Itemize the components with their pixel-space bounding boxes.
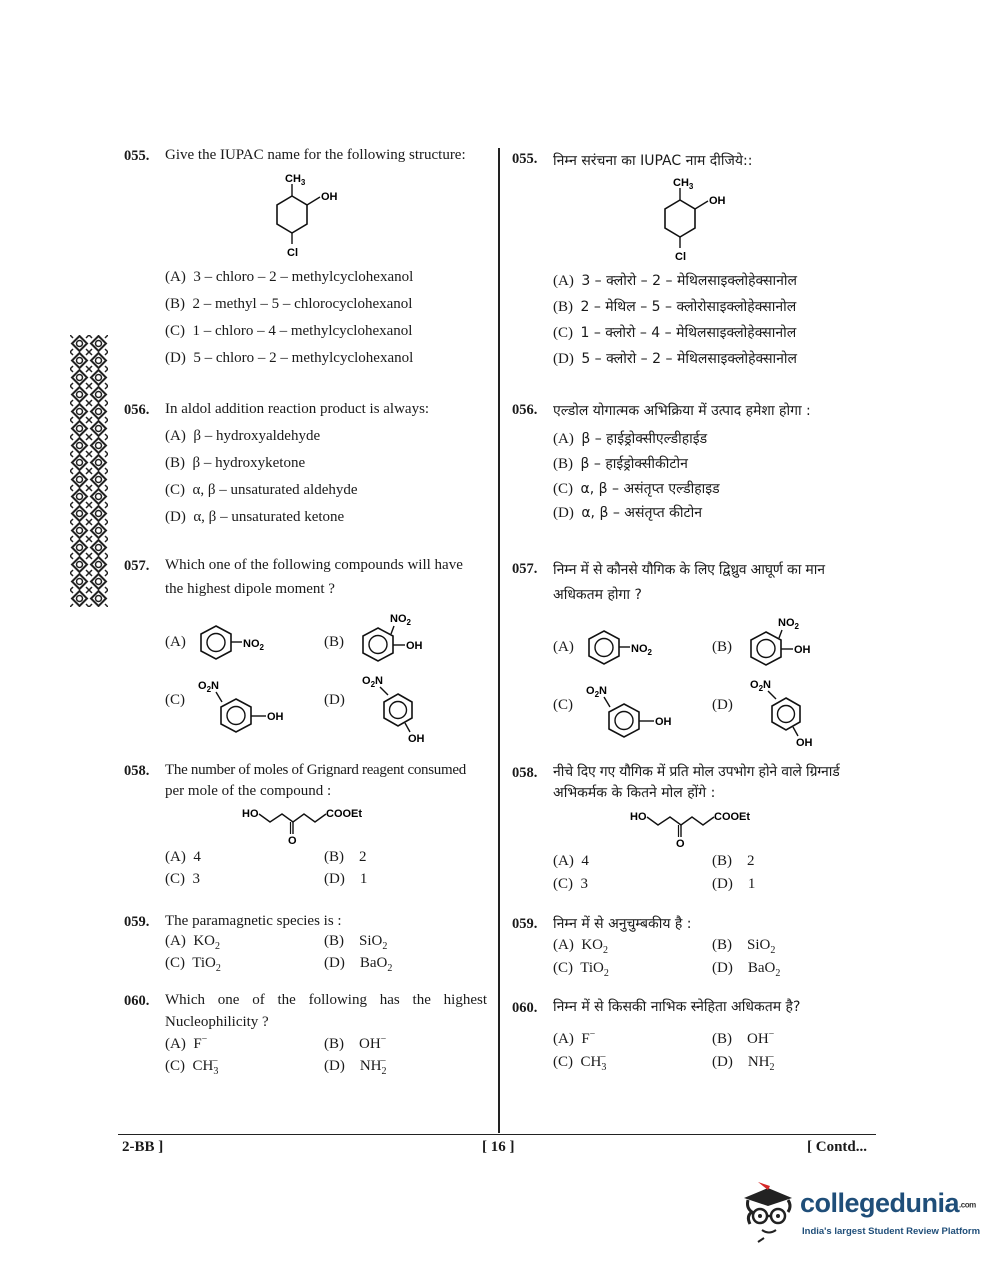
page-number: [ 16 ] xyxy=(482,1139,515,1155)
chem-label: $O_2N$ xyxy=(198,680,219,694)
question-text: निम्न में से अनुचुम्बकीय है : xyxy=(553,916,692,932)
chem-label: OH xyxy=(794,644,811,656)
chem-label: OH xyxy=(267,711,284,723)
logo-wordmark: collegedunia.com xyxy=(800,1188,976,1218)
collegedunia-logo xyxy=(738,1178,981,1248)
option: (B) β – हाईड्रोक्सीकीटोन xyxy=(553,456,688,472)
question-number: 058. xyxy=(512,765,538,781)
question-text: In aldol addition reaction product is always: xyxy=(165,401,430,417)
question-text: अभिकर्मक के कितने मोल होंगे : xyxy=(553,785,716,801)
chem-label: OH xyxy=(406,640,423,652)
footer-rule xyxy=(118,1134,876,1135)
option-label: (C) xyxy=(553,697,573,713)
chem-label: OH xyxy=(709,195,726,207)
structure-cyclohexanol xyxy=(262,170,352,262)
question-text: per mole of the compound : xyxy=(165,783,332,799)
question-text: अधिकतम होगा ? xyxy=(553,587,642,603)
question-text: The number of moles of Grignard reagent consumed xyxy=(165,762,466,778)
option: (B) OH− xyxy=(324,1034,387,1052)
chem-label: $NO_2$ xyxy=(778,617,799,631)
question-text: Give the IUPAC name for the following structure: xyxy=(165,147,466,163)
option: (B) OH− xyxy=(712,1029,775,1047)
option: (D) BaO$_2$ xyxy=(712,960,781,979)
question-text: Nucleophilicity ? xyxy=(165,1014,269,1030)
option: (B) 2 xyxy=(712,853,755,869)
chem-label: $O_2N$ xyxy=(750,679,771,693)
option-label: (A) xyxy=(165,634,186,650)
chem-label: Cl xyxy=(287,247,298,259)
option: (C) 1 – chloro – 4 – methylcyclohexanol xyxy=(165,323,413,339)
option: (B) 2 – methyl – 5 – chlorocyclohexanol xyxy=(165,296,413,312)
chem-label: $O_2N$ xyxy=(362,675,383,689)
option: (D) $NH_2^-$ xyxy=(324,1056,387,1077)
question-number: 055. xyxy=(512,151,538,167)
question-text: The paramagnetic species is : xyxy=(165,913,342,929)
question-text: निम्न में से कौनसे यौगिक के लिए द्विध्रुव आघूर्ण का मान xyxy=(553,562,825,578)
chem-label: COOEt xyxy=(714,811,751,823)
chem-label: O xyxy=(288,835,297,847)
question-number: 056. xyxy=(124,402,150,418)
structure-o-nitrophenol xyxy=(358,610,438,665)
option: (C) $CH_3^-$ xyxy=(553,1052,607,1073)
option: (D) 5 – क्लोरो – 2 – मेथिलसाइक्लोहेक्सानोल xyxy=(553,351,798,367)
question-text: एल्डोल योगात्मक अभिक्रिया में उत्पाद हमेशा होगा : xyxy=(553,403,811,419)
chem-label: $CH_3$ xyxy=(673,177,694,191)
option: (A) β – hydroxyaldehyde xyxy=(165,428,321,444)
question-text: नीचे दिए गए यौगिक में प्रति मोल उपभोग होने वाले ग्रिग्नार्ड xyxy=(553,764,840,780)
question-number: 059. xyxy=(124,914,150,930)
option: (B) 2 xyxy=(324,849,367,865)
chem-label: $NO_2$ xyxy=(390,613,411,627)
option: (A) 3 – chloro – 2 – methylcyclohexanol xyxy=(165,269,414,285)
chem-label: O xyxy=(676,838,685,850)
question-text: Which one of the following has the highest xyxy=(165,992,487,1008)
chem-label: COOEt xyxy=(326,808,363,820)
option: (D) 5 – chloro – 2 – methylcyclohexanol xyxy=(165,350,414,366)
structure-m-nitrophenol xyxy=(196,675,291,737)
structure-nitrobenzene xyxy=(586,627,666,667)
option: (A) $KO_2$ xyxy=(553,937,608,956)
footer-code: 2-BB ] xyxy=(122,1139,164,1155)
structure-o-nitrophenol xyxy=(746,614,826,669)
option-label: (D) xyxy=(712,697,733,713)
question-text: निम्न में से किसकी नाभिक स्नेहिता अधिकतम है? xyxy=(553,999,801,1015)
question-text: the highest dipole moment ? xyxy=(165,581,335,597)
option: (A) 3 – क्लोरो – 2 – मेथिलसाइक्लोहेक्सानोल xyxy=(553,273,798,289)
option: (D) α, β – असंतृप्त कीटोन xyxy=(553,505,703,521)
structure-cyclohexanol xyxy=(650,174,740,266)
structure-p-nitrophenol xyxy=(360,672,435,744)
option-label: (D) xyxy=(324,692,345,708)
option-label: (B) xyxy=(324,634,344,650)
logo-tagline: India's largest Student Review Platform xyxy=(802,1226,981,1237)
mascot-icon xyxy=(738,1178,800,1246)
chem-label: Cl xyxy=(675,251,686,263)
structure-nitrobenzene xyxy=(198,622,278,662)
column-divider xyxy=(498,148,500,1133)
option: (B) SiO$_2$ xyxy=(324,933,388,952)
decorative-border-pattern xyxy=(70,335,108,607)
option: (A) F− xyxy=(165,1034,208,1052)
structure-hydroxy-ketoester xyxy=(240,802,380,847)
option: (A) 4 xyxy=(553,853,589,869)
question-number: 060. xyxy=(124,993,150,1009)
structure-m-nitrophenol xyxy=(584,680,679,742)
option-label: (C) xyxy=(165,692,185,708)
option: (A) $KO_2$ xyxy=(165,933,220,952)
structure-hydroxy-ketoester xyxy=(628,805,768,850)
option-label: (A) xyxy=(553,639,574,655)
option: (B) SiO$_2$ xyxy=(712,937,776,956)
option: (B) 2 – मेथिल – 5 – क्लोरोसाइक्लोहेक्सानोल xyxy=(553,299,797,315)
option: (D) 1 xyxy=(712,876,756,892)
option: (C) TiO$_2$ xyxy=(553,960,609,979)
option: (D) 1 xyxy=(324,871,368,887)
chem-label: OH xyxy=(655,716,672,728)
structure-p-nitrophenol xyxy=(748,676,823,748)
question-number: 058. xyxy=(124,763,150,779)
option: (C) $CH_3^-$ xyxy=(165,1056,219,1077)
option-label: (B) xyxy=(712,639,732,655)
option: (C) α, β – असंतृप्त एल्डीहाइड xyxy=(553,481,720,497)
option: (D) BaO$_2$ xyxy=(324,955,393,974)
option: (A) 4 xyxy=(165,849,201,865)
question-number: 057. xyxy=(124,558,150,574)
chem-label: OH xyxy=(408,733,425,744)
question-number: 059. xyxy=(512,916,538,932)
chem-label: OH xyxy=(321,191,338,203)
chem-label: OH xyxy=(796,737,813,748)
option: (D) α, β – unsaturated ketone xyxy=(165,509,345,525)
question-number: 057. xyxy=(512,561,538,577)
option: (C) 3 xyxy=(165,871,200,887)
chem-label: $NO_2$ xyxy=(631,643,652,657)
chem-label: HO xyxy=(242,808,259,820)
option: (A) β – हाईड्रोक्सीएल्डीहाईड xyxy=(553,431,708,447)
option: (C) 1 – क्लोरो – 4 – मेथिलसाइक्लोहेक्सानोल xyxy=(553,325,797,341)
question-text: निम्न सरंचना का IUPAC नाम दीजिये:: xyxy=(553,153,753,169)
chem-label: $NO_2$ xyxy=(243,638,264,652)
option: (D) $NH_2^-$ xyxy=(712,1052,775,1073)
question-text: Which one of the following compounds will have xyxy=(165,557,463,573)
option: (C) TiO$_2$ xyxy=(165,955,221,974)
chem-label: HO xyxy=(630,811,647,823)
chem-label: $O_2N$ xyxy=(586,685,607,699)
option: (A) F− xyxy=(553,1029,596,1047)
question-number: 055. xyxy=(124,148,150,164)
footer-contd: [ Contd... xyxy=(807,1139,868,1155)
option: (B) β – hydroxyketone xyxy=(165,455,306,471)
option: (C) 3 xyxy=(553,876,588,892)
question-number: 056. xyxy=(512,402,538,418)
option: (C) α, β – unsaturated aldehyde xyxy=(165,482,358,498)
chem-label: $CH_3$ xyxy=(285,173,306,187)
question-number: 060. xyxy=(512,1000,538,1016)
